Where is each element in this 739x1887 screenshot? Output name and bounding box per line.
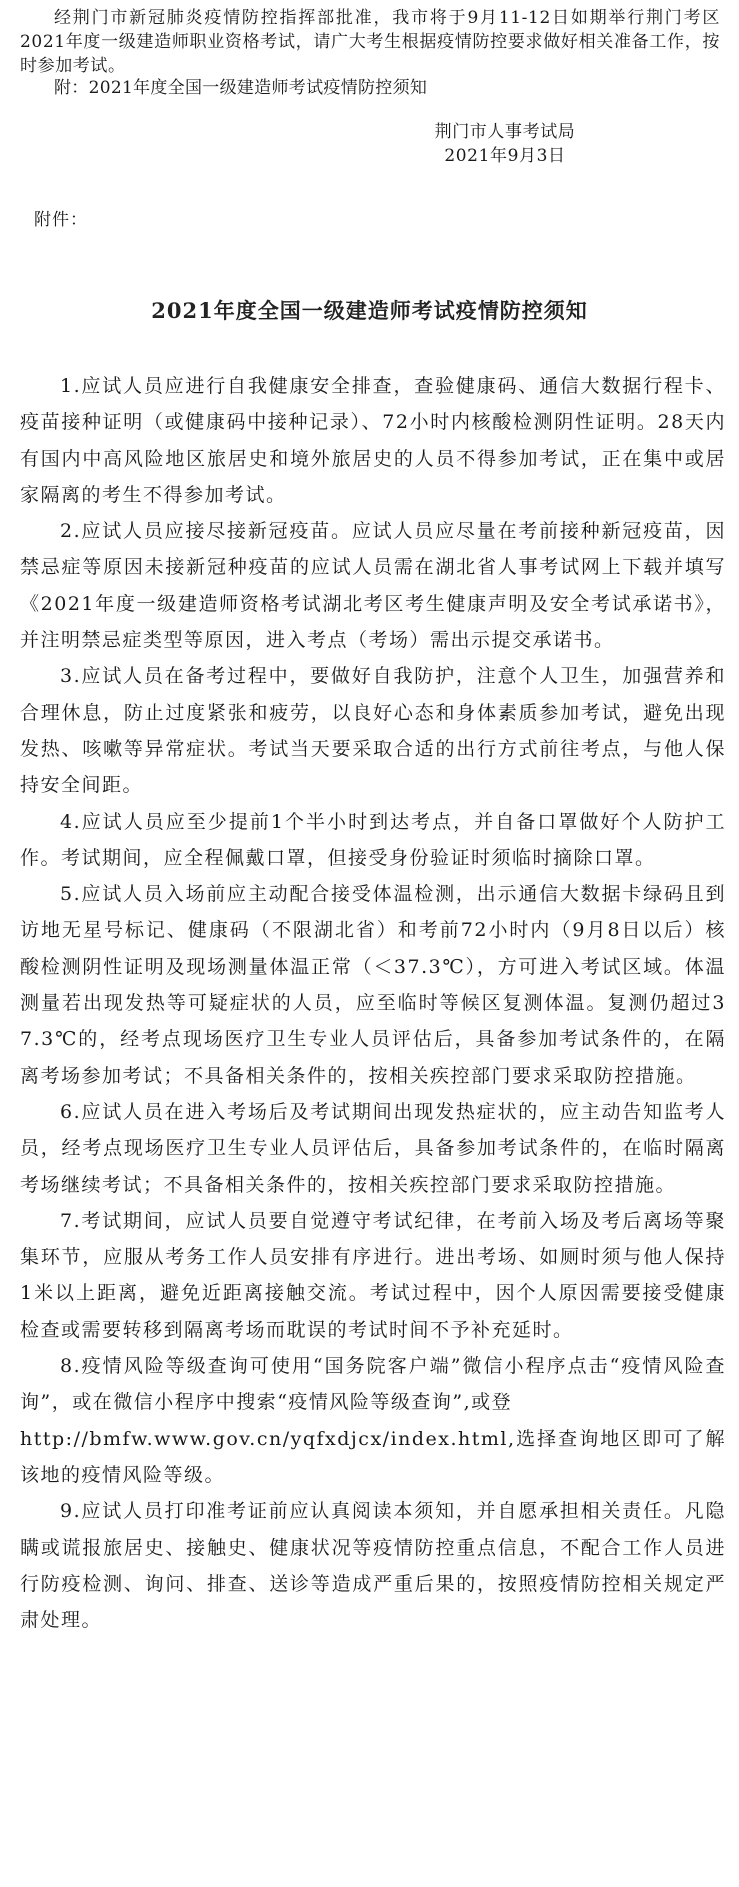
notice-item-9: 9.应试人员打印准考证前应认真阅读本须知，并自愿承担相关责任。凡隐瞒或谎报旅居史、接触史、健康状况等疫情防控重点信息，不配合工作人员进行防疫检测、询问、排查、送诊等造成严重后果的，按照疫情防控相关规定严肃处理。 [20,1500,726,1632]
intro-paragraph: 经荆门市新冠肺炎疫情防控指挥部批准，我市将于9月11-12日如期举行荆门考区2021年度一级建造师职业资格考试，请广大考生根据疫情防控要求做好相关准备工作，按时参加考试。 [20,8,720,76]
notice-item-6: 6.应试人员在进入考场后及考试期间出现发热症状的，应主动告知监考人员，经考点现场医疗卫生专业人员评估后，具备参加考试条件的，在临时隔离考场继续考试；不具备相关条件的，按相关疾控部门要求采取防控措施。 [20,1100,726,1196]
attachment-label: 附件： [34,210,88,230]
attachment-note: 附：2021年度全国一级建造师考试疫情防控须知 [54,78,428,98]
notice-item-8: 8.疫情风险等级查询可使用“国务院客户端”微信小程序点击“疫情风险查询”，或在微信小程序中搜索“疫情风险等级查询”,或登 [20,1355,726,1414]
notice-item-7: 7.考试期间，应试人员要自觉遵守考试纪律，在考前入场及考后离场等聚集环节，应服从考务工作人员安排有序进行。进出考场、如厕时须与他人保持1米以上距离，避免近距离接触交流。考试过程中，因个人原因需要接受健康检查或需要转移到隔离考场而耽误的考试时间不予补充延时。 [20,1209,726,1341]
notice-item-2: 2.应试人员应接尽接新冠疫苗。应试人员应尽量在考前接种新冠疫苗，因禁忌症等原因未接新冠种疫苗的应试人员需在湖北省人事考试网上下载并填写《2021年度一级建造师资格考试湖北考区考生健康声明及安全考试承诺书》，并注明禁忌症类型等原因，进入考点（考场）需出示提交承诺书。 [20,520,726,652]
notice-item-4: 4.应试人员应至少提前1个半小时到达考点，并自备口罩做好个人防护工作。考试期间，应全程佩戴口罩，但接受身份验证时须临时摘除口罩。 [20,810,726,869]
notice-item-8-url-line: http://bmfw.www.gov.cn/yqfxdjcx/index.html,选择查询地区即可了解该地的疫情风险等级。 [20,1427,726,1486]
notice-item-3: 3.应试人员在备考过程中，要做好自我防护，注意个人卫生，加强营养和合理休息，防止过度紧张和疲劳，以良好心态和身体素质参加考试，避免出现发热、咳嗽等异常症状。考试当天要采取合适的出行方式前往考点，与他人保持安全间距。 [20,665,726,797]
notice-items [20,368,726,1638]
issue-date: 2021年9月3日 [444,146,566,166]
notice-title: 2021年度全国一级建造师考试疫情防控须知 [151,298,588,323]
notice-item-1: 1.应试人员应进行自我健康安全排查，查验健康码、通信大数据行程卡、疫苗接种证明（或健康码中接种记录）、72小时内核酸检测阴性证明。28天内有国内中高风险地区旅居史和境外旅居史的人员不得参加考试，正在集中或居家隔离的考生不得参加考试。 [20,375,726,506]
issuer-org: 荆门市人事考试局 [434,122,576,142]
notice-item-5: 5.应试人员入场前应主动配合接受体温检测，出示通信大数据卡绿码且到访地无星号标记、健康码（不限湖北省）和考前72小时内（9月8日以后）核酸检测阴性证明及现场测量体温正常（＜37.3℃），方可进入考试区域。体温测量若出现发热等可疑症状的人员，应至临时等候区复测体温。复测仍超过37.3℃的，经考点现场医疗卫生专业人员评估后，具备参加考试条件的，在隔离考场参加考试；不具备相关条件的，按相关疾控部门要求采取防控措施。 [20,883,726,1087]
